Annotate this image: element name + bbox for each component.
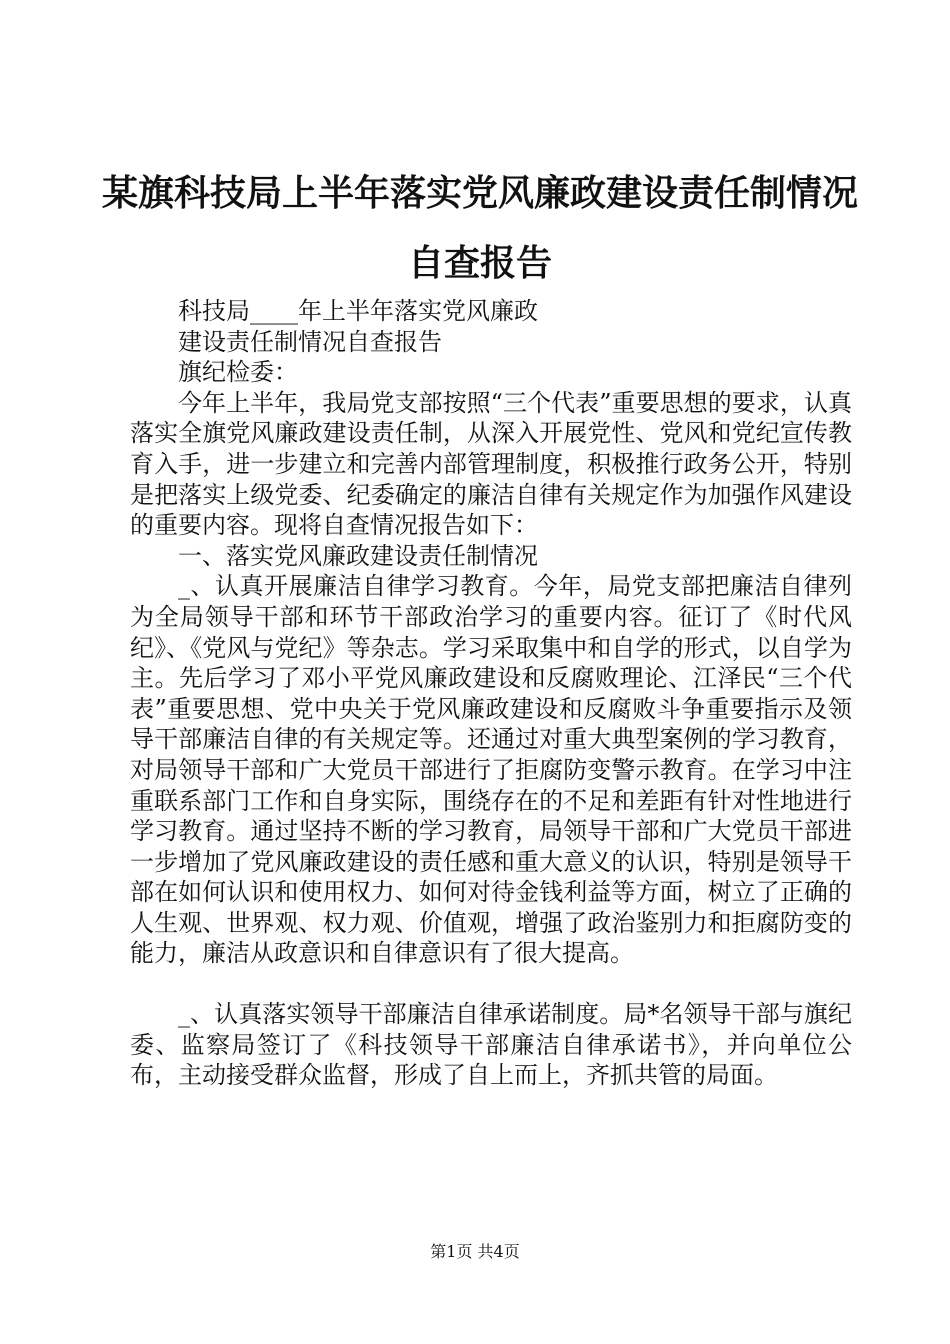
section-heading: 一、落实党风廉政建设责任制情况 bbox=[178, 541, 538, 570]
body-paragraph: _、认真开展廉洁自律学习教育。今年，局党支部把廉洁自律列为全局领导干部和环节干部政治学习的重要内容。征订了《时代风纪》、《党风与党纪》等杂志。学习采取集中和自学的形式，以自学为主。先后学习了邓小平党风廉政建设和反腐败理论、江泽民“三个代表”重要思想、党中央关于党风廉政建设和反腐败斗争重要指示及领导干部廉洁自律的有关规定等。还通过对重大典型案例的学习教育，对局领导干部和广大党员干部进行了拒腐防变警示教育。在学习中注重联系部门工作和自身实际，围绕存在的不足和差距有针对性地进行学习教育。通过坚持不断的学习教育，局领导干部和广大党员干部进一步增加了党风廉政建设的责任感和重大意义的认识，特别是领导干部在如何认识和使用权力、如何对待金钱利益等方面，树立了正确的人生观、世界观、权力观、价值观，增强了政治鉴别力和拒腐防变的能力，廉洁从政意识和自律意识有了很大提高。 bbox=[130, 572, 852, 968]
salutation: 旗纪检委： bbox=[178, 358, 298, 387]
document-body bbox=[130, 296, 852, 1091]
subtitle-line-1: 科技局____年上半年落实党风廉政 bbox=[178, 297, 538, 325]
document-title: 某旗科技局上半年落实党风廉政建设责任制情况自查报告 bbox=[101, 172, 858, 284]
subtitle-line-2: 建设责任制情况自查报告 bbox=[178, 327, 442, 356]
body-paragraph: _、认真落实领导干部廉洁自律承诺制度。局*名领导干部与旗纪委、监察局签订了《科技领导干部廉洁自律承诺书》，并向单位公布，主动接受群众监督，形成了自上而上，齐抓共管的局面。 bbox=[130, 1000, 852, 1090]
page-number-footer: 第1页 共4页 bbox=[430, 1242, 520, 1261]
intro-paragraph: 今年上半年，我局党支部按照“三个代表”重要思想的要求，认真落实全旗党风廉政建设责任制，从深入开展党性、党风和党纪宣传教育入手，进一步建立和完善内部管理制度，积极推行政务公开，特别是把落实上级党委、纪委确定的廉洁自律有关规定作为加强作风建设的重要内容。现将自查情况报告如下： bbox=[130, 388, 852, 540]
